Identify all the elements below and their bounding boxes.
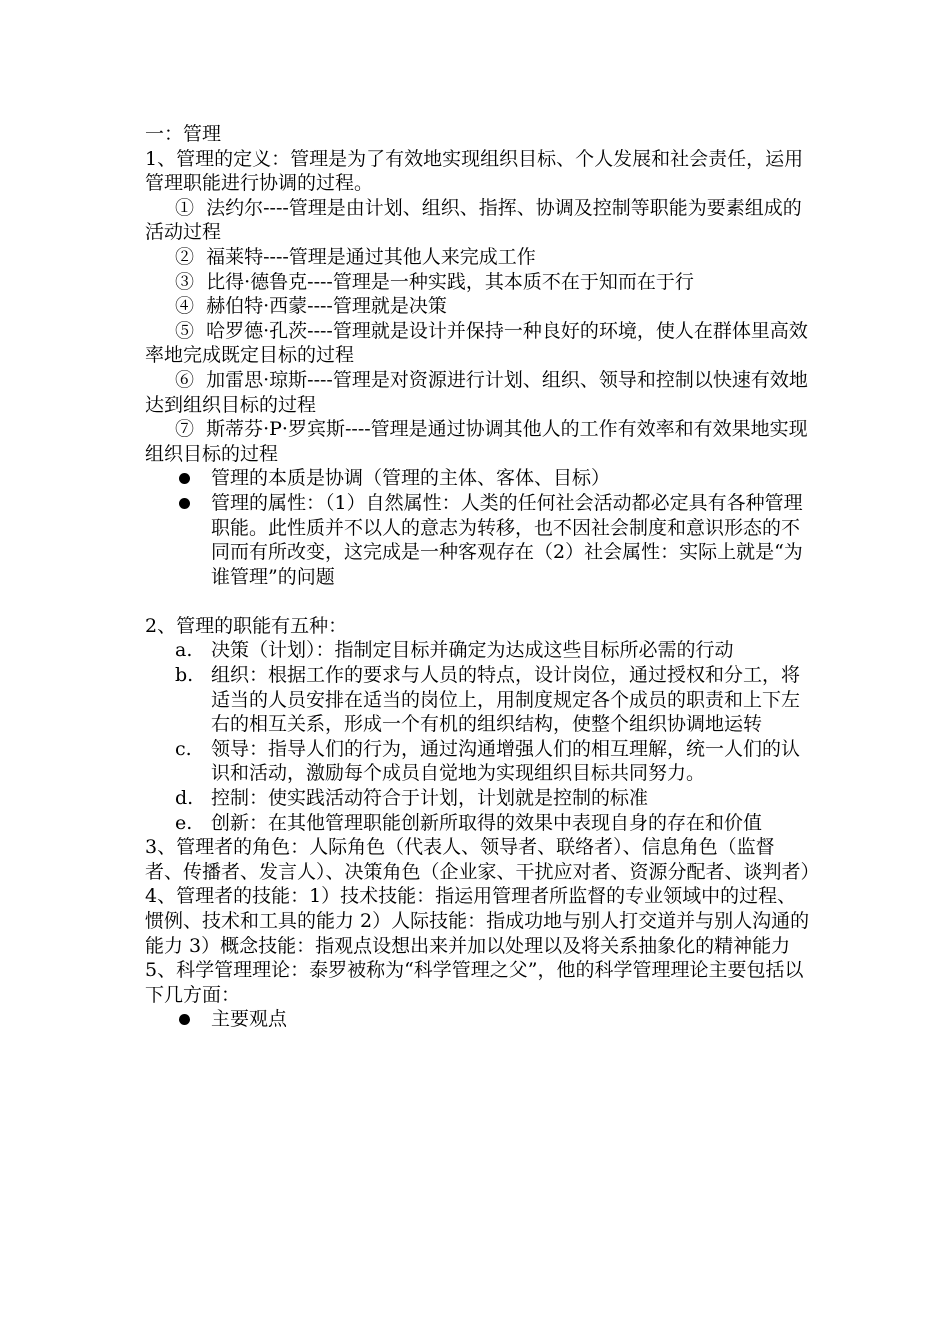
function-text: 控制：使实践活动符合于计划，计划就是控制的标准 (211, 787, 649, 810)
definition-title: 1、管理的定义：管理是为了有效地实现组织目标、个人发展和社会责任，运用管理职能进行协调的过程。 (145, 147, 804, 195)
manager-skills-paragraph: 4、管理者的技能：1）技术技能：指运用管理者所监督的专业领域中的过程、惯例、技术和工具的能力 2）人际技能：指成功地与别人打交道并与别人沟通的能力 3）概念技能：指观点设想出来并加以处理以及将关系抽象化的精神能力 (145, 885, 810, 957)
bullet-text: 管理的属性：（1）自然属性：人类的任何社会活动都必定具有各种管理职能。此性质并不以人的意志为转移，也不因社会制度和意识形态的不同而有所改变，这完成是一种客观存在（2）社会属性：实际上就是“为谁管理”的问题 (211, 491, 803, 588)
definition-marker: ⑤ (175, 319, 195, 342)
function-label: b. (175, 664, 194, 687)
function-label: e. (175, 811, 193, 834)
bullet-dot-icon (179, 1014, 190, 1025)
definition-text: 加雷思·琼斯----管理是对资源进行计划、组织、领导和控制以快速有效地达到组织目标的过程 (145, 368, 808, 416)
function-text: 领导：指导人们的行为，通过沟通增强人们的相互理解，统一人们的认识和活动，激励每个成员自觉地为实现组织目标共同努力。 (211, 737, 801, 785)
section-heading: 一：管理 (145, 123, 222, 145)
bullet-dot-icon (179, 498, 190, 509)
function-item (145, 786, 810, 811)
definition-item (145, 417, 810, 466)
manager-roles-paragraph: 3、管理者的角色：人际角色（代表人、领导者、联络者）、信息角色（监督者、传播者、发言人）、决策角色（企业家、干扰应对者、资源分配者、谈判者） (145, 836, 820, 883)
bullet-text: 主要观点 (211, 1008, 288, 1031)
function-text: 决策（计划）：指制定目标并确定为达成这些目标所必需的行动 (211, 639, 734, 662)
functions-title: 2、管理的职能有五种： (145, 614, 348, 637)
definition-marker: ① (175, 196, 195, 219)
bullet-dot-icon (179, 473, 190, 484)
bullet-text: 管理的本质是协调（管理的主体、客体、目标） (211, 467, 611, 490)
blank-line (145, 589, 810, 614)
definition-text: 福莱特----管理是通过其他人来完成工作 (206, 245, 536, 268)
function-label: a. (175, 639, 193, 662)
definition-marker: ④ (175, 295, 195, 318)
function-label: c. (175, 737, 192, 760)
bullet-item (145, 466, 810, 491)
bullet-item (145, 491, 810, 589)
bullet-item (145, 1007, 810, 1032)
definition-marker: ③ (175, 270, 195, 293)
function-text: 创新：在其他管理职能创新所取得的效果中表现自身的存在和价值 (211, 811, 763, 834)
function-item (145, 737, 810, 786)
function-item (145, 663, 810, 737)
definition-item (145, 245, 810, 270)
definition-marker: ⑦ (175, 418, 195, 441)
document-body (145, 122, 820, 1032)
definition-text: 哈罗德·孔茨----管理就是设计并保持一种良好的环境，使人在群体里高效率地完成既定目标的过程 (145, 319, 808, 367)
function-item (145, 638, 810, 663)
definition-item (145, 319, 810, 368)
definition-item (145, 270, 810, 295)
definition-text: 斯蒂芬·P·罗宾斯----管理是通过协调其他人的工作有效率和有效果地实现组织目标的过程 (145, 418, 808, 465)
scientific-management-title: 5、科学管理理论：泰罗被称为“科学管理之父”，他的科学管理理论主要包括以下几方面： (145, 959, 804, 1006)
definition-text: 赫伯特·西蒙----管理就是决策 (206, 295, 447, 318)
definition-text: 比得·德鲁克----管理是一种实践，其本质不在于知而在于行 (206, 270, 694, 293)
definition-marker: ② (175, 245, 195, 268)
definition-marker: ⑥ (175, 368, 195, 391)
definition-item (145, 196, 810, 245)
function-label: d. (175, 787, 194, 810)
function-item (145, 811, 810, 836)
definition-item (145, 294, 810, 319)
definition-text: 法约尔----管理是由计划、组织、指挥、协调及控制等职能为要素组成的活动过程 (145, 196, 802, 244)
definition-item (145, 368, 810, 417)
function-text: 组织：根据工作的要求与人员的特点，设计岗位，通过授权和分工，将适当的人员安排在适当的岗位上，用制度规定各个成员的职责和上下左右的相互关系，形成一个有机的组织结构，使整个组织协调地运转 (211, 664, 801, 736)
